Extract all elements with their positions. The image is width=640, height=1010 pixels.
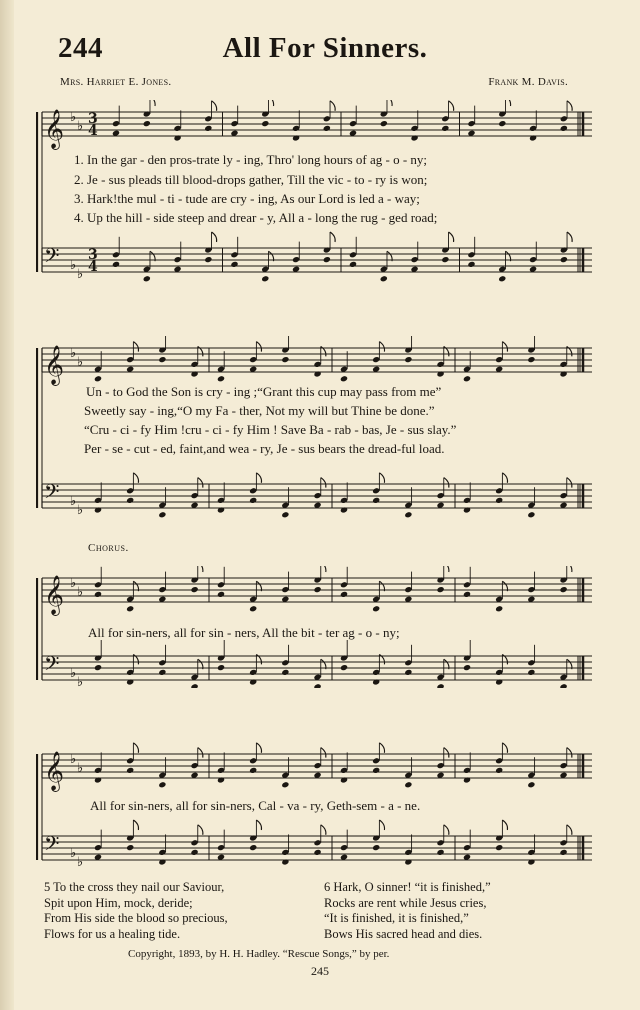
flat-icon: ♭ (77, 355, 84, 370)
note-head (158, 781, 166, 788)
note-head (527, 858, 535, 865)
note-head (217, 591, 225, 598)
note-head (495, 605, 503, 612)
flat-icon: ♭ (77, 585, 84, 600)
note-head (463, 664, 471, 671)
note-head (527, 781, 535, 788)
note-head (495, 497, 503, 504)
verse-5-line: 5 To the cross they nail our Saviour, (44, 880, 225, 894)
note-head (94, 591, 102, 598)
verse-6 (324, 880, 491, 942)
note-head (437, 683, 445, 688)
verse-5-line: Flows for us a healing tide. (44, 926, 181, 941)
note-head (411, 134, 419, 141)
note-head (281, 858, 289, 865)
note-flag (212, 232, 217, 242)
flat-icon: ♭ (70, 846, 77, 861)
lyric-line-verse-3: 3. Hark!the mul - ti - tude are cry - ing, As our Lord is led a - way; (74, 191, 420, 206)
note-head (126, 844, 134, 851)
note-head (463, 506, 471, 513)
note-head (94, 776, 102, 783)
composer-credit: Frank M. Davis. (488, 76, 568, 88)
note-flag (379, 473, 384, 483)
note-flag (502, 820, 507, 830)
hymn-title: All For Sinners. (222, 32, 428, 64)
note-head (249, 844, 257, 851)
time-signature-top: 3 (88, 247, 98, 263)
note-head (527, 669, 535, 676)
flat-icon: ♭ (70, 258, 77, 273)
note-head (281, 781, 289, 788)
note-head (380, 120, 388, 127)
note-head (372, 678, 380, 685)
note-head (158, 356, 166, 363)
note-head (174, 134, 182, 141)
flat-icon: ♭ (70, 576, 77, 591)
note-flag (198, 748, 203, 758)
note-head (463, 591, 471, 598)
treble-clef-icon: 𝄞 (44, 751, 65, 791)
lyric-line-chorus-1: All for sin-ners, all for sin - ners, All the bit - ter ag - o - ny; (88, 625, 400, 640)
note-head (498, 275, 506, 282)
note-head (529, 134, 537, 141)
note-flag (133, 743, 138, 753)
note-head (495, 844, 503, 851)
note-flag (449, 101, 454, 111)
note-flag (444, 748, 449, 758)
note-head (191, 849, 199, 856)
note-head (441, 256, 449, 263)
lyric-line-verse-4: 4. Up the hill - side steep and drear - y, All a - long the rug - ged road; (74, 210, 438, 225)
note-flag (321, 478, 326, 488)
hymn-number: 244 (58, 32, 103, 64)
note-head (314, 849, 322, 856)
treble-clef-icon: 𝄞 (44, 575, 65, 615)
note-head (249, 767, 257, 774)
note-flag (379, 743, 384, 753)
note-head (560, 683, 568, 688)
flat-icon: ♭ (70, 666, 77, 681)
note-head (158, 669, 166, 676)
note-head (94, 375, 102, 382)
flat-icon: ♭ (77, 761, 84, 776)
note-head (217, 776, 225, 783)
note-head (340, 776, 348, 783)
note-head (560, 125, 568, 132)
verse-5 (44, 880, 228, 942)
flat-icon: ♭ (77, 675, 84, 688)
note-flag (502, 342, 507, 352)
lyric-line-verse-1: Un - to God the Son is cry - ing ;“Grant this cup may pass from me” (86, 384, 442, 399)
note-flag (567, 232, 572, 242)
note-flag (133, 820, 138, 830)
note-flag (256, 473, 261, 483)
lyric-line-verse-2: Sweetly say - ing,“O my Fa - ther, Not my will but Thine be done.” (84, 403, 435, 418)
lyric-line-verse-4: Per - se - cut - ed, faint,and wea - ry, Je - sus bears the dread-ful load. (84, 441, 445, 456)
note-head (94, 506, 102, 513)
note-flag (198, 825, 203, 835)
note-flag (256, 743, 261, 753)
note-head (323, 256, 331, 263)
note-flag (256, 820, 261, 830)
lyric-line-verse-2: 2. Je - sus pleads till blood-drops gather, Till the vic - to - ry is won; (74, 172, 428, 187)
lyric-line-verse-1: 1. In the gar - den pros-trate ly - ing, Thro' long hours of ag - o - ny; (74, 152, 428, 167)
note-head (463, 776, 471, 783)
note-flag (268, 100, 273, 106)
note-head (441, 125, 449, 132)
bass-clef-icon: 𝄢 (44, 244, 60, 272)
flat-icon: ♭ (70, 752, 77, 767)
note-head (437, 586, 445, 593)
note-flag (321, 825, 326, 835)
note-flag (567, 825, 572, 835)
note-head (314, 586, 322, 593)
note-head (314, 370, 322, 377)
note-head (437, 849, 445, 856)
note-head (191, 683, 199, 688)
copyright-notice: Copyright, 1893, by H. H. Hadley. “Rescue Songs,” by per. (128, 948, 390, 960)
note-flag (212, 101, 217, 111)
author-credit: Mrs. Harriet E. Jones. (60, 76, 172, 88)
note-head (404, 669, 412, 676)
note-head (404, 781, 412, 788)
note-flag (133, 473, 138, 483)
verse-6-line: Rocks are rent while Jesus cries, (324, 895, 487, 910)
note-head (404, 858, 412, 865)
note-flag (567, 748, 572, 758)
verse-5-line: Spit upon Him, mock, deride; (44, 895, 193, 910)
note-head (261, 275, 269, 282)
note-head (560, 849, 568, 856)
note-head (126, 497, 134, 504)
flat-icon: ♭ (77, 119, 84, 134)
note-flag (321, 748, 326, 758)
note-head (372, 844, 380, 851)
note-head (372, 605, 380, 612)
note-head (126, 767, 134, 774)
verse-5-line: From His side the blood so precious, (44, 911, 228, 925)
note-head (191, 370, 199, 377)
note-head (126, 605, 134, 612)
flat-icon: ♭ (70, 494, 77, 509)
note-head (340, 591, 348, 598)
note-head (340, 506, 348, 513)
note-head (467, 261, 475, 268)
note-flag (505, 100, 510, 106)
note-head (560, 256, 568, 263)
note-head (463, 375, 471, 382)
note-flag (444, 566, 449, 572)
note-head (217, 664, 225, 671)
flat-icon: ♭ (70, 110, 77, 125)
note-flag (502, 473, 507, 483)
bass-clef-icon: 𝄢 (44, 832, 60, 860)
treble-clef-icon: 𝄞 (44, 109, 65, 149)
note-flag (256, 342, 261, 352)
note-flag (387, 100, 392, 106)
note-head (495, 678, 503, 685)
note-head (340, 375, 348, 382)
bass-clef-icon: 𝄢 (44, 480, 60, 508)
note-flag (198, 566, 203, 572)
time-signature-bottom: 4 (88, 259, 98, 275)
note-head (495, 767, 503, 774)
note-head (230, 261, 238, 268)
note-flag (379, 820, 384, 830)
note-head (249, 605, 257, 612)
note-flag (449, 232, 454, 242)
verse-6-line: “It is finished, it is finished,” (324, 911, 469, 925)
note-head (437, 370, 445, 377)
note-head (126, 678, 134, 685)
note-flag (444, 825, 449, 835)
note-head (292, 134, 300, 141)
note-flag (330, 101, 335, 111)
note-head (380, 275, 388, 282)
note-head (112, 261, 120, 268)
note-head (560, 586, 568, 593)
note-head (323, 125, 331, 132)
note-head (527, 356, 535, 363)
page-number: 245 (311, 964, 329, 978)
note-head (281, 669, 289, 676)
note-head (261, 120, 269, 127)
note-flag (321, 566, 326, 572)
note-head (158, 511, 166, 518)
note-flag (567, 566, 572, 572)
note-head (372, 767, 380, 774)
note-head (249, 678, 257, 685)
note-head (372, 497, 380, 504)
note-head (340, 664, 348, 671)
flat-icon: ♭ (77, 267, 84, 282)
note-head (498, 120, 506, 127)
note-head (314, 683, 322, 688)
note-head (249, 497, 257, 504)
note-head (217, 506, 225, 513)
bass-clef-icon: 𝄢 (44, 652, 60, 680)
verse-6-line: Bows His sacred head and dies. (324, 926, 483, 941)
note-head (281, 356, 289, 363)
page-binding-edge (0, 0, 14, 1010)
note-head (143, 120, 151, 127)
flat-icon: ♭ (77, 855, 84, 870)
note-head (527, 511, 535, 518)
flat-icon: ♭ (70, 346, 77, 361)
note-flag (330, 232, 335, 242)
chorus-label: Chorus. (88, 542, 129, 554)
lyric-line-verse-3: “Cru - ci - fy Him !cru - ci - fy Him ! Save Ba - rab - bas, Je - sus slay.” (84, 422, 457, 437)
lyric-line-chorus-2: All for sin-ners, all for sin-ners, Cal - va - ry, Geth-sem - a - ne. (90, 798, 421, 813)
note-head (560, 370, 568, 377)
note-head (217, 375, 225, 382)
note-flag (567, 101, 572, 111)
note-head (191, 586, 199, 593)
flat-icon: ♭ (77, 503, 84, 518)
note-head (94, 664, 102, 671)
note-flag (567, 478, 572, 488)
time-signature-top: 3 (88, 111, 98, 127)
note-head (349, 261, 357, 268)
note-flag (133, 342, 138, 352)
time-signature-bottom: 4 (88, 123, 98, 139)
note-head (204, 256, 212, 263)
note-flag (150, 100, 155, 106)
note-flag (198, 478, 203, 488)
treble-clef-icon: 𝄞 (44, 345, 65, 385)
note-head (158, 858, 166, 865)
note-flag (379, 342, 384, 352)
note-head (404, 356, 412, 363)
note-head (404, 511, 412, 518)
note-flag (444, 478, 449, 488)
note-head (204, 125, 212, 132)
note-head (281, 511, 289, 518)
note-head (143, 275, 151, 282)
note-flag (502, 743, 507, 753)
verse-6-line: 6 Hark, O sinner! “it is finished,” (324, 880, 491, 894)
